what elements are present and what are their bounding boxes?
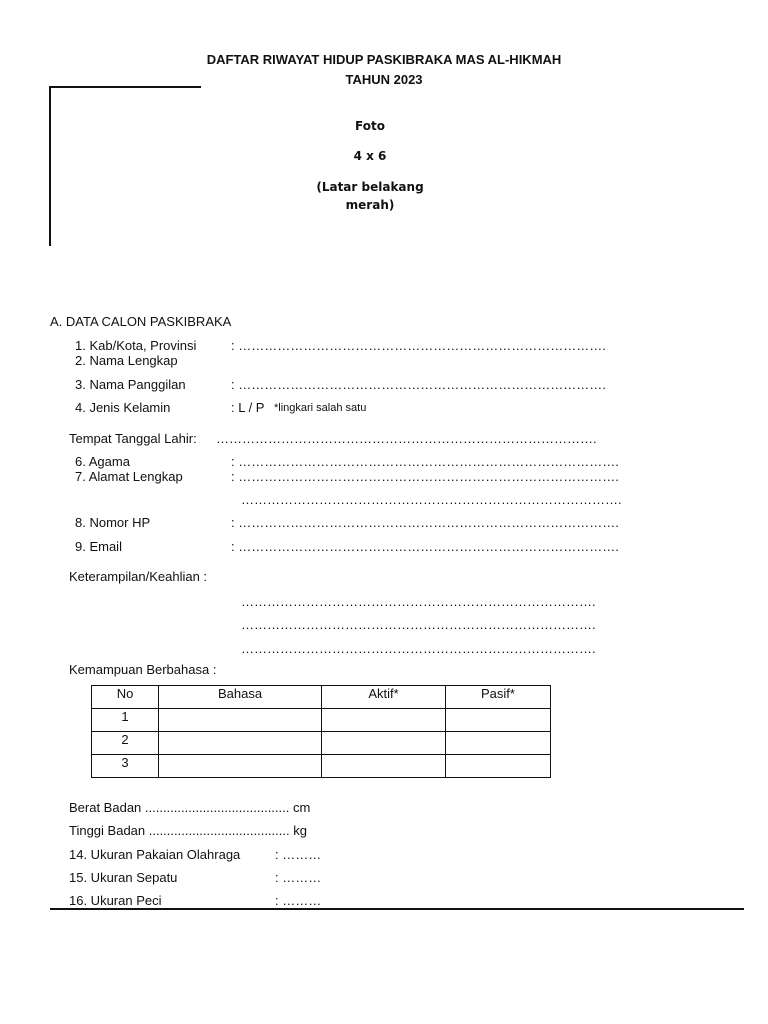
field-value-ttl: …………………………………………………………………………….	[216, 431, 597, 446]
table-header-aktif: Aktif*	[322, 686, 446, 709]
skills-label: Keterampilan/Keahlian :	[69, 569, 208, 584]
field-value-alamat: : …………………………………………………………………………….	[231, 469, 619, 484]
photo-label: Foto	[355, 119, 385, 133]
table-row	[92, 732, 551, 755]
field-value-agama: : …………………………………………………………………………….	[231, 454, 619, 469]
field-label-jenis-kelamin: 4. Jenis Kelamin	[75, 400, 171, 415]
field-label-ttl: Tempat Tanggal Lahir:	[69, 431, 197, 446]
field-label-nama-lengkap: 2. Nama Lengkap	[75, 353, 178, 368]
photo-note: (Latar belakang merah)	[316, 180, 424, 212]
language-table	[91, 685, 551, 778]
language-label: Kemampuan Berbahasa :	[69, 662, 217, 677]
section-heading: A. DATA CALON PASKIBRAKA	[50, 314, 232, 329]
field-value-nomor-hp: : …………………………………………………………………………….	[231, 515, 619, 530]
field-value-alamat-line2: …………………………………………………………………………….	[241, 492, 622, 507]
table-header-no: No	[92, 686, 159, 709]
bottom-divider	[50, 908, 744, 910]
table-cell-no: 1	[92, 709, 159, 732]
field-value-email: : …………………………………………………………………………….	[231, 539, 619, 554]
skills-line: ……………………………………………………………………….	[241, 641, 596, 656]
table-row	[92, 755, 551, 778]
table-cell-pasif[interactable]	[446, 709, 551, 732]
table-cell-bahasa[interactable]	[159, 709, 322, 732]
table-row	[92, 709, 551, 732]
document-title: DAFTAR RIWAYAT HIDUP PASKIBRAKA MAS AL-HIKMAH	[206, 52, 562, 67]
field-label-nama-panggilan: 3. Nama Panggilan	[75, 377, 186, 392]
field-note-jenis-kelamin: *lingkari salah satu	[274, 402, 367, 414]
field-label-alamat: 7. Alamat Lengkap	[75, 469, 183, 484]
table-header-row	[92, 686, 551, 709]
field-label-kab-kota: 1. Kab/Kota, Provinsi	[75, 338, 197, 353]
field-value-nama-panggilan: : ………………………………………………………………………….	[231, 377, 606, 392]
table-cell-pasif[interactable]	[446, 732, 551, 755]
table-cell-bahasa[interactable]	[159, 732, 322, 755]
table-header-pasif: Pasif*	[446, 686, 551, 709]
table-header-bahasa: Bahasa	[159, 686, 322, 709]
table-cell-aktif[interactable]	[322, 755, 446, 778]
size-label-peci: 16. Ukuran Peci	[69, 893, 162, 908]
skills-line: ……………………………………………………………………….	[241, 617, 596, 632]
field-value-kab-kota: : ………………………………………………………………………….	[231, 338, 606, 353]
photo-size: 4 x 6	[353, 149, 387, 163]
document-year: TAHUN 2023	[345, 72, 423, 87]
size-value-peci: : ………	[275, 893, 322, 908]
table-cell-pasif[interactable]	[446, 755, 551, 778]
photo-frame-top	[49, 86, 201, 88]
table-cell-bahasa[interactable]	[159, 755, 322, 778]
size-label-pakaian: 14. Ukuran Pakaian Olahraga	[69, 847, 241, 862]
table-cell-no: 2	[92, 732, 159, 755]
photo-frame-left	[49, 86, 51, 246]
field-label-email: 9. Email	[75, 539, 122, 554]
table-cell-aktif[interactable]	[322, 732, 446, 755]
field-label-agama: 6. Agama	[75, 454, 130, 469]
berat-badan: Berat Badan ........................................ cm	[69, 800, 311, 815]
size-label-sepatu: 15. Ukuran Sepatu	[69, 870, 178, 885]
tinggi-badan: Tinggi Badan ....................................... kg	[69, 823, 307, 838]
skills-line: ……………………………………………………………………….	[241, 594, 596, 609]
size-value-pakaian: : ………	[275, 847, 322, 862]
field-value-jenis-kelamin: : L / P	[231, 400, 265, 415]
table-cell-aktif[interactable]	[322, 709, 446, 732]
size-value-sepatu: : ………	[275, 870, 322, 885]
field-label-nomor-hp: 8. Nomor HP	[75, 515, 151, 530]
table-cell-no: 3	[92, 755, 159, 778]
